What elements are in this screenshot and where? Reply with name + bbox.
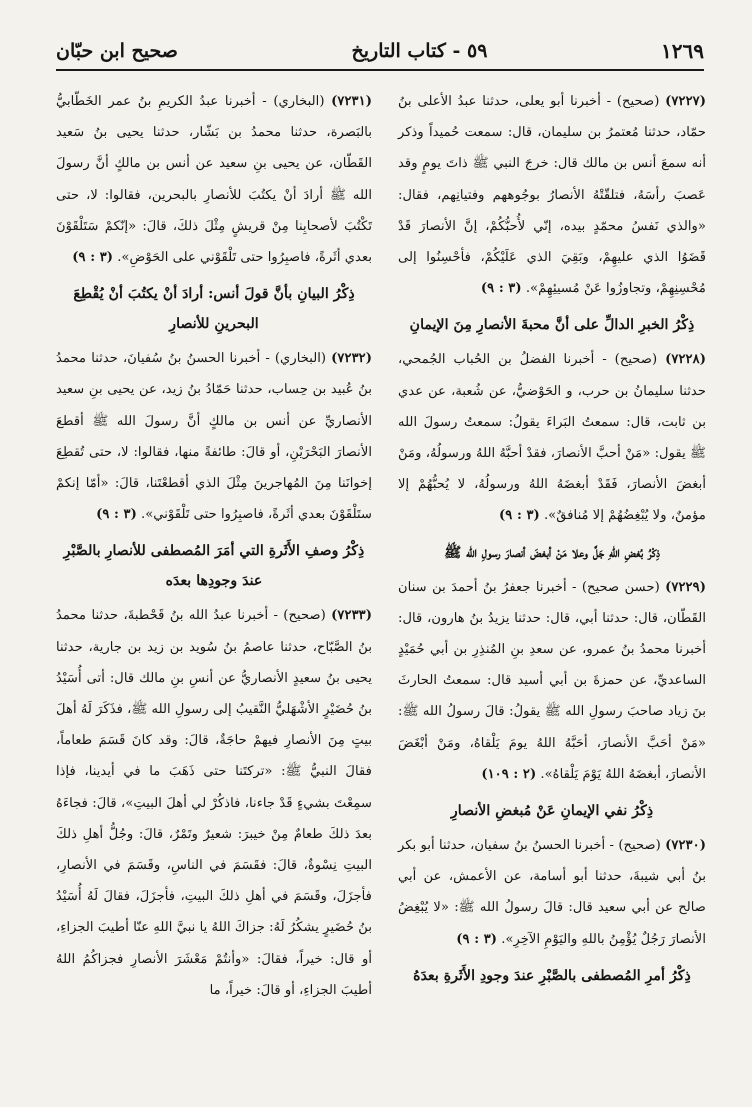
hadith-reference: (٢ : ١٠٩) (481, 766, 537, 782)
hadith-number: (٧٢٣٢) (331, 351, 372, 367)
hadith-number: (٧٢٣٣) (331, 608, 372, 624)
chapter-title: ٥٩ - كتاب التاريخ (351, 40, 488, 62)
hadith-paragraph (398, 86, 706, 304)
hadith-reference: (٣ : ٩) (96, 507, 137, 523)
hadith-number: (٧٢٣٠) (665, 838, 706, 854)
header-rule (56, 69, 704, 71)
hadith-paragraph (56, 343, 372, 530)
running-header (56, 36, 704, 66)
hadith-text: (صحيح) - أخبرنا أبو يعلى، حدثنا عبدُ الأعلى بنُ حمّاد، حدثنا مُعتمرُ بن سليمان، قال: سمعت حُميداً وذكر أنه سمعَ أنس بن مالك قال: خرجَ النبي ﷺ ذاتَ يومٍ وقد عَصبَ رأسَهُ، فتلقّتْهُ الأنصارُ بوجُوههم وفتيانِهم، فقال: «والذي نَفسُ محمّدٍ بيده، إنّي لأُحبُّكُمْ، إنَّ الأنصارَ قَدْ قَضَوُا الذي عليهِمْ، وبَقِيَ الذي عَلَيْكُمْ، فأحْسِنُوا إلى مُحْسِنِهِمْ، وتجاوزُوا عَنْ مُسيئِهِمْ». (398, 94, 706, 297)
hadith-number: (٧٢٢٧) (665, 94, 706, 109)
hadith-reference: (٣ : ٩) (456, 931, 498, 947)
hadith-text: (صحيح) - أخبرنا الفضلُ بن الحُباب الجُمحي، حدثنا سليمانُ بن حرب، و الحَوْضيُّ، عن شُعبة، عن عدي بن ثابت، قال: سمعتُ البَراءَ يقولُ: سمعتُ رسولَ الله ﷺ يقول: «مَنْ أحبَّ الأنصارَ، فقدْ أحبَّهُ اللهُ ورسولُهُ، ومَنْ أبغضَ الأنصارَ، فَقَدْ أبغضَهُ اللهُ ورسولُهُ، لا يُحبُّهُمْ إلا مؤمنٌ، ولا يُبْغِضُهُمْ إلا مُنافقٌ». (398, 352, 706, 524)
hadith-text: (صحيح) - أخبرنا الحسنُ بنُ سفيان، حدثنا أبو بكر بنُ أبي شيبةَ، حدثنا أبو أسامة، عن الأعمش، عن أبي صالح عن أبي سعيد قال: قالَ رسولُ الله ﷺ: «لا يُبْغِضُ الأنصارَ رَجُلٌ يُؤْمِنُ باللهِ واليَوْمِ الآخِرِ». (398, 838, 706, 947)
hadith-text: (البخاري) - أخبرنا عبدُ الكريمِ بنُ عمر الخَطّابيُّ بالبَصرة، حدثنا محمدُ بن بَشّار، حدثنا يحيى بنُ سَعيد القَطّان، عن يحيى بنِ سعيد عن أنس بن مالكٍ أنَّ رسولَ الله ﷺ أرادَ أنْ يكتُبَ للأنصارِ بالبحرين، فقالوا: لا، حتى تَكْتُبَ لأصحابِنا مِنْ قريشٍ مِثْلَ ذلكَ، قالَ: «إنّكمْ سَتَلْقَوْنَ بعدي أثَرةً، فاصبِرُوا حتى تَلْقَوْني على الحَوْضِ». (56, 94, 372, 266)
section-heading: ذِكْرُ الخبرِ الدالِّ على أنَّ محبةَ الأنصارِ مِنَ الإيمانِ (409, 317, 695, 334)
hadith-number: (٧٢٢٨) (665, 352, 706, 368)
page-number: ١٢٦٩ (661, 39, 704, 63)
section-heading: ذِكْرُ بُغضِ اللهِ جَلَّ وعلا مَنْ أبغضَ أنصارَ رسولِ الله ﷺ (444, 544, 660, 561)
hadith-text: (البخاري) - أخبرنا الحسنُ بنُ سُفيانَ، حدثنا محمدُ بنُ عُبيد بن حِساب، حدثنا حَمّادُ بنُ زيد، عن يحيى بنِ سعيد الأنصاريِّ عن أنس بن مالكٍ أنَّ رسولَ الله ﷺ أقطعَ الأنصارَ البَحْرَيْنِ، أو قالَ: طائفةً منها، فقالوا: لا، حتى تُقطِعَ إخوانَنا مِنَ المُهاجرينَ مِثْلَ الذي أقطعْتَنا، قالَ: «أمّا إنكمْ ستَلْقَوْنَ بعدي أثَرةً، فاصبِرُوا حتى تَلْقَوْني». (56, 351, 372, 523)
hadith-text: (صحيح) - أخبرنا عبدُ الله بنُ قَحْطبةَ، حدثنا محمدُ بنُ الصَّبّاح، حدثنا عاصمُ بنُ سُويد بن زيد بن جارية، حدثنا يحيى بنُ سعيدٍ الأنصاريُّ عن أنسِ بنِ مالك قال: أتى أُسَيْدُ بنُ حُضَيْرٍ الأشْهَليُّ النَّقيبُ إلى رسولِ الله ﷺ، فذَكَرَ لَهُ أهلَ بيتٍ مِنَ الأنصارِ فيهمْ حاجَةٌ، قالَ: وقد كانَ قَسَمَ طعاماً، فقالَ النبيُّ ﷺ: «تركتَنا حتى ذَهَبَ ما في أيدينا، فإذا سمِعْتَ بشيءٍ قَدْ جاءنا، فاذكُرْ لي أهلَ البيتِ»، قالَ: فجاءَهُ بعدَ ذلكَ طعامٌ مِنْ خيبرَ: شعيرٌ وتَمْرٌ، قالَ: وجُلُّ أهلِ ذلكَ البيتِ نِسْوةٌ، قالَ: فقَسَمَ في الناسِ، وقَسَمَ في الأنصارِ، فأجزَلَ، وقَسَمَ في أهلِ ذلكَ البيتِ، فأجزَلَ، فقالَ لَهُ أُسَيْدُ بنُ حُضَيرٍ يشكُرُ لَهُ: جزاكَ اللهُ يا نبيَّ اللهِ عنّا أطيبَ الجزاءِ، أو قال: خيراً، فقالَ: «وأنتُمْ مَعْشَرَ الأنصارِ فجزاكُمُ اللهُ أطيبَ الجزاءِ، أو قالَ: خيراً، ما (56, 608, 372, 998)
hadith-paragraph (398, 572, 706, 790)
book-title: صحيح ابن حبّان (56, 40, 178, 62)
hadith-text: (حسن صحيح) - أخبرنا جعفرُ بنُ أحمدَ بن سنان القَطّان، قال: حدثنا أبي، قال: حدثنا يزيدُ بنُ هارون، قال: أخبرنا محمدُ بنُ عمرو، عن سعدِ بنِ المُنذِرِ بن أبي حُمَيْدٍ الساعديِّ، عن حمزةَ بن أبي أسيد قال: سمعتُ الحارثَ بنَ زياد صاحبَ رسولِ الله ﷺ يقولُ: قالَ رسولُ الله ﷺ: «مَنْ أحَبَّ الأنصارَ، أحَبَّهُ اللهُ يومَ يَلْقاهُ، ومَنْ أبْغَضَ الأنصارَ، أبغضَهُ اللهُ يَوْمَ يَلْقاهُ». (398, 579, 706, 782)
right-text-column (398, 86, 706, 1089)
section-heading: ذِكْرُ أمرِ المُصطفى بالصَّبْرِ عندَ وجودِ الأَثَرةِ بعدَهُ (413, 967, 691, 984)
section-heading: ذِكْرُ نفي الإيمانِ عَنْ مُبغضِ الأنصارِ (450, 803, 654, 820)
hadith-paragraph (398, 830, 706, 955)
hadith-number: (٧٢٢٩) (665, 579, 706, 595)
left-text-column (56, 86, 372, 1089)
hadith-paragraph (56, 86, 372, 273)
hadith-reference: (٣ : ٩) (499, 508, 540, 524)
hadith-paragraph (56, 600, 372, 1006)
hadith-reference: (٣ : ٩) (480, 281, 522, 297)
section-heading: ذِكْرُ البيانِ بأنَّ قولَ أنس: أرادَ أنْ يكتُبَ أنْ يُقْطِعَ البحرينِ للأنصارِ (73, 286, 355, 333)
hadith-reference: (٣ : ٩) (72, 250, 114, 266)
hadith-number: (٧٢٣١) (331, 94, 372, 109)
section-heading: ذِكْرُ وصفِ الأَثَرةِ التي أمَرَ المُصطفى للأنصارِ بالصَّبْرِ عندَ وجودِها بعدَه (63, 543, 365, 590)
hadith-paragraph (398, 344, 706, 531)
